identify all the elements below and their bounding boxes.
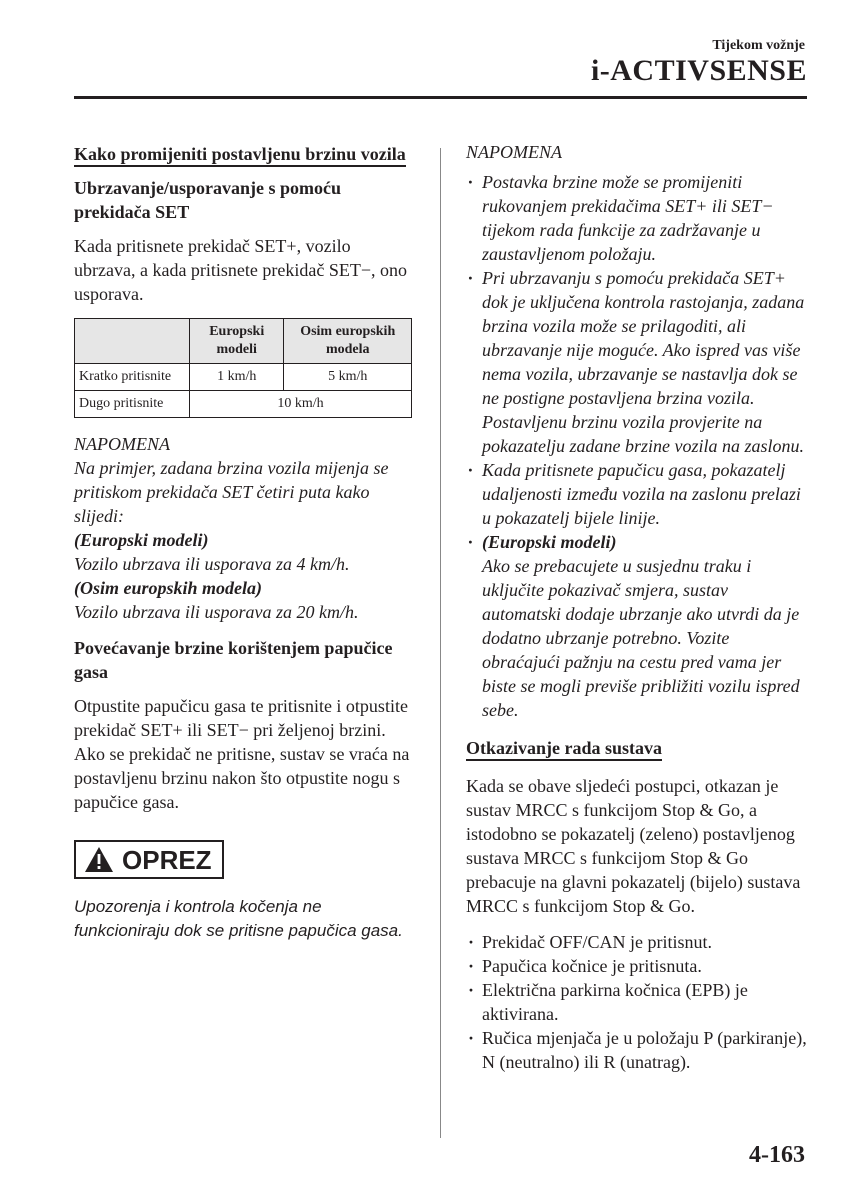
note-europe-text: Ako se prebacujete u susjednu traku i uključite pokazivač smjera, sustav automatski dodaje ubrzanje ako utvrdi da je dodatno ubrzanje potrebno. Vozite obraćajući pažnju na cestu pred vama jer biste se mogli previše približiti vozilu ispred sebe. bbox=[482, 556, 800, 720]
list-item: · Postavka brzine može se promijeniti rukovanjem prekidačima SET+ ili SET− tijekom rada funkcije za zadržavanje u zaustavljenom položaju. bbox=[466, 170, 811, 266]
caution-box bbox=[74, 840, 224, 879]
subheading-accelerator: Povećavanje brzine korištenjem papučice gasa bbox=[74, 638, 393, 682]
paragraph-cancel: Kada se obave sljedeći postupci, otkazan je sustav MRCC s funkcijom Stop & Go, a istodobno se pokazatelj (zeleno) postavljenog sustava MRCC s funkcijom Stop & Go prebacuje na glavni pokazatelj (bijelo) sustava MRCC s funkcijom Stop & Go. bbox=[466, 776, 801, 916]
paragraph-set-switch: Kada pritisnete prekidač SET+, vozilo ubrzava, a kada pritisnete prekidač SET−, ono usporava. bbox=[74, 236, 408, 304]
note-text: Na primjer, zadana brzina vozila mijenja se pritiskom prekidača SET četiri puta kako slijedi: bbox=[74, 458, 389, 526]
paragraph-accelerator: Otpustite papučicu gasa te pritisnite i otpustite prekidač SET+ ili SET− pri željenoj brzini. Ako se prekidač ne pritisne, sustav se vraća na postavljenu brzinu nakon što otpustite nogu s papučice gasa. bbox=[74, 696, 410, 812]
note-heading: NAPOMENA bbox=[74, 434, 170, 454]
section-heading-wrap bbox=[466, 736, 811, 760]
list-item: · Pri ubrzavanju s pomoću prekidača SET+ dok je uključena kontrola rastojanja, zadana brzina vozila može se prilagoditi, ali ubrzavanje nije moguće. Ako ispred vas više nema vozila, ubrzavanje se nastavlja dok se ne postigne postavljena brzina vozila. Postavljenu brzinu vozila provjerite na pokazatelju zadane brzine vozila na zaslonu. bbox=[466, 266, 811, 458]
section-heading: Kako promijeniti postavljenu brzinu vozila bbox=[74, 144, 406, 167]
caution-label: OPREZ bbox=[122, 844, 212, 875]
list-item: · Ručica mjenjača je u položaju P (parkiranje), N (neutralno) ili R (unatrag). bbox=[466, 1026, 811, 1074]
list-item: · Kada pritisnete papučicu gasa, pokazatelj udaljenosti između vozila na zaslonu prelazi u pokazatelj bijele linije. bbox=[466, 458, 811, 530]
table-header-empty bbox=[75, 319, 190, 364]
column-divider bbox=[440, 148, 441, 1138]
table-cell: 10 km/h bbox=[190, 391, 412, 418]
note-list bbox=[466, 170, 811, 722]
table-header-europe: Europski modeli bbox=[190, 319, 284, 364]
list-item: · Papučica kočnice je pritisnuta. bbox=[466, 954, 811, 978]
right-column bbox=[466, 140, 811, 1086]
list-item: · Električna parkirna kočnica (EPB) je aktivirana. bbox=[466, 978, 811, 1026]
page-title: i-ACTIVSENSE bbox=[590, 54, 807, 87]
note-non-europe-text: Vozilo ubrzava ili usporava za 20 km/h. bbox=[74, 602, 359, 622]
note-europe-text: Vozilo ubrzava ili usporava za 4 km/h. bbox=[74, 554, 350, 574]
table-row bbox=[75, 391, 412, 418]
caution-text: Upozorenja i kontrola kočenja ne funkcioniraju dok se pritisne papučica gasa. bbox=[74, 897, 403, 940]
note-heading: NAPOMENA bbox=[466, 142, 562, 162]
list-item bbox=[466, 530, 811, 722]
cancel-conditions-list bbox=[466, 930, 811, 1074]
list-item: · Prekidač OFF/CAN je pritisnut. bbox=[466, 930, 811, 954]
note-non-europe-heading: (Osim europskih modela) bbox=[74, 578, 263, 598]
header-rule bbox=[74, 96, 807, 99]
section-label: Tijekom vožnje bbox=[712, 38, 805, 53]
table-cell: 1 km/h bbox=[190, 364, 284, 391]
note-europe-heading: · (Europski modeli) bbox=[482, 532, 617, 552]
speed-table bbox=[74, 318, 412, 418]
left-column bbox=[74, 140, 414, 943]
table-row bbox=[75, 364, 412, 391]
table-header-non-europe: Osim europskih modela bbox=[284, 319, 412, 364]
table-cell: Kratko pritisnite bbox=[75, 364, 190, 391]
section-heading-cancel: Otkazivanje rada sustava bbox=[466, 738, 662, 761]
warning-triangle-icon bbox=[84, 846, 114, 873]
table-cell: 5 km/h bbox=[284, 364, 412, 391]
table-cell: Dugo pritisnite bbox=[75, 391, 190, 418]
table-header-row bbox=[75, 319, 412, 364]
note-europe-heading: (Europski modeli) bbox=[74, 530, 209, 550]
subheading-set-switch: Ubrzavanje/usporavanje s pomoću prekidača SET bbox=[74, 178, 342, 222]
page-number: 4-163 bbox=[749, 1142, 805, 1168]
section-heading-wrap bbox=[74, 142, 414, 166]
